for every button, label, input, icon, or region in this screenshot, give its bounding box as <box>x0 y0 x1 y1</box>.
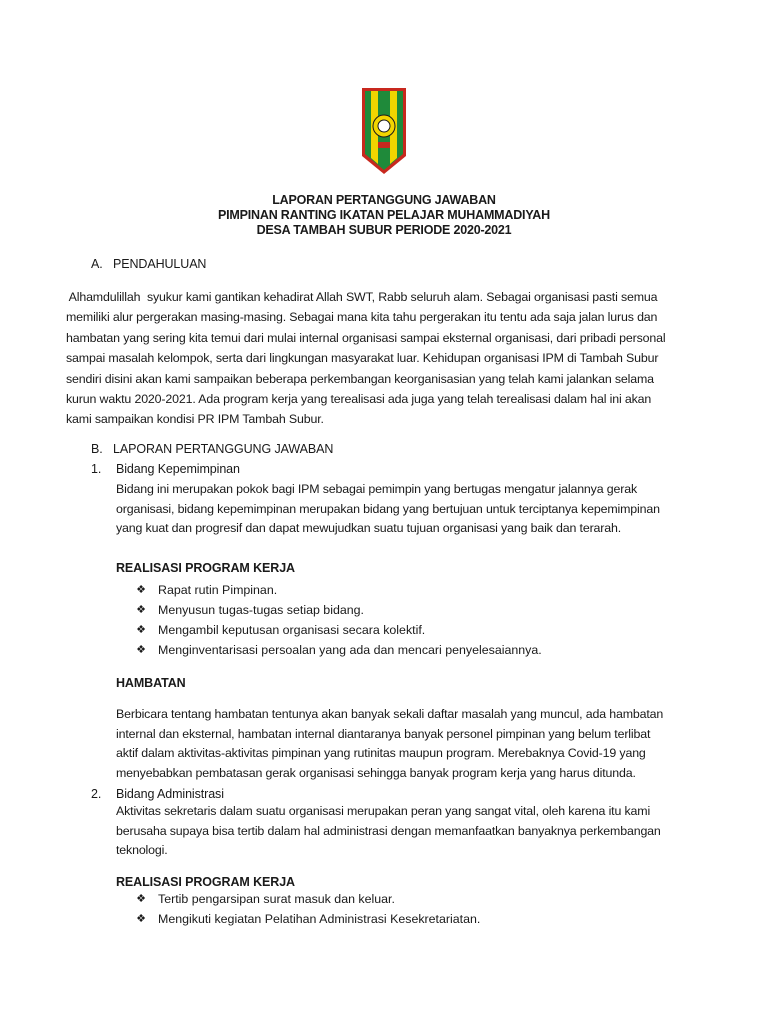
paragraph-line: kurun waktu 2020-2021. Ada program kerja yang terealisasi ada juga yang telah terealisasi dalam hal ini akan <box>66 392 652 407</box>
paragraph-line: sampai masalah kelompok, serta dari lingkungan masyarakat luar. Kehidupan organisasi IPM di Tambah Subur <box>66 351 659 366</box>
list-item: ❖ Mengikuti kegiatan Pelatihan Administrasi Kesekretariatan. <box>134 909 480 929</box>
paragraph-line: Alhamdulillah syukur kami gantikan kehadirat Allah SWT, Rabb seluruh alam. Sebagai organisasi pasti semua <box>66 290 658 304</box>
item-number: 1. <box>91 462 102 476</box>
hambatan-line: internal dan eksternal, hambatan internal diantaranya banyak personel pimpinan yang belum terlibat <box>116 726 651 741</box>
diamond-bullet-icon: ❖ <box>136 624 146 636</box>
section-marker: B. <box>91 442 103 456</box>
list-item: ❖ Rapat rutin Pimpinan. <box>134 580 542 600</box>
description-line: teknologi. <box>116 843 168 857</box>
section-title: PENDAHULUAN <box>113 257 207 271</box>
list-item: ❖ Tertib pengarsipan surat masuk dan keluar. <box>134 889 480 909</box>
list-item: ❖ Menginventarisasi persoalan yang ada dan mencari penyelesaiannya. <box>134 640 542 660</box>
title-line: LAPORAN PERTANGGUNG JAWABAN <box>272 193 496 207</box>
diamond-bullet-icon: ❖ <box>136 913 146 925</box>
item-1-hambatan <box>116 705 736 783</box>
description-line: Aktivitas sekretaris dalam suatu organisasi merupakan peran yang sangat vital, oleh karena itu kami <box>116 804 651 818</box>
item-2-realisasi-title: REALISASI PROGRAM KERJA <box>116 875 295 889</box>
title-line: PIMPINAN RANTING IKATAN PELAJAR MUHAMMADIYAH <box>218 208 550 222</box>
item-2-realisasi-list <box>134 889 480 929</box>
list-item: ❖ Mengambil keputusan organisasi secara kolektif. <box>134 620 542 640</box>
ipm-logo-icon <box>360 86 408 176</box>
description-line: berusaha supaya bisa tertib dalam hal administrasi dengan memanfaatkan banyaknya perkembangan <box>116 823 661 838</box>
diamond-bullet-icon: ❖ <box>136 584 146 596</box>
hambatan-line: Berbicara tentang hambatan tentunya akan banyak sekali daftar masalah yang muncul, ada hambatan <box>116 707 664 721</box>
item-1-hambatan-title: HAMBATAN <box>116 676 186 690</box>
item-1-heading <box>91 462 240 476</box>
item-title: Bidang Kepemimpinan <box>116 462 240 476</box>
paragraph-line: memiliki alur pergerakan masing-masing. Sebagai mana kita tahu pergerakan itu tentu ada saja jalan lurus dan <box>66 310 658 325</box>
report-title <box>0 193 768 238</box>
section-title: LAPORAN PERTANGGUNG JAWABAN <box>113 442 334 456</box>
section-marker: A. <box>91 257 103 271</box>
diamond-bullet-icon: ❖ <box>136 644 146 656</box>
item-2-description <box>116 802 736 861</box>
paragraph-line: sendiri disini akan kami sampaikan beberapa perkembangan keorganisasian yang telah kami jalankan selama <box>66 371 654 386</box>
item-1-realisasi-list <box>134 580 542 660</box>
list-item: ❖ Menyusun tugas-tugas setiap bidang. <box>134 600 542 620</box>
item-1-description <box>116 480 726 539</box>
description-line: yang kuat dan progresif dan dapat mewujudkan suatu tujuan organisasi yang baik dan terarah. <box>116 521 622 535</box>
item-2-heading <box>91 787 224 801</box>
item-1-realisasi-title: REALISASI PROGRAM KERJA <box>116 561 295 575</box>
description-line: Bidang ini merupakan pokok bagi IPM sebagai pemimpin yang bertugas mengatur jalannya gerak <box>116 482 637 496</box>
section-a-heading <box>91 257 206 271</box>
paragraph-line: hambatan yang sering kita temui dari mulai internal organisasi sampai eksternal organisasi, dari pribadi personal <box>66 330 666 345</box>
section-b-heading <box>91 442 333 456</box>
diamond-bullet-icon: ❖ <box>136 604 146 616</box>
diamond-bullet-icon: ❖ <box>136 893 146 905</box>
hambatan-line: menyebabkan pembatasan gerak organisasi sehingga banyak program kerja yang harus ditunda. <box>116 765 636 780</box>
paragraph-line: kami sampaikan kondisi PR IPM Tambah Subur. <box>66 412 324 427</box>
intro-paragraph <box>66 287 706 430</box>
hambatan-line: aktif dalam aktivitas-aktivitas pimpinan yang rutinitas maupun program. Merebaknya Covid-19 yang <box>116 746 646 760</box>
title-line: DESA TAMBAH SUBUR PERIODE 2020-2021 <box>256 223 512 237</box>
item-title: Bidang Administrasi <box>116 787 224 801</box>
item-number: 2. <box>91 787 102 801</box>
description-line: organisasi, bidang kepemimpinan merupakan bidang yang bertujuan untuk terciptanya kepemimpinan <box>116 501 660 516</box>
